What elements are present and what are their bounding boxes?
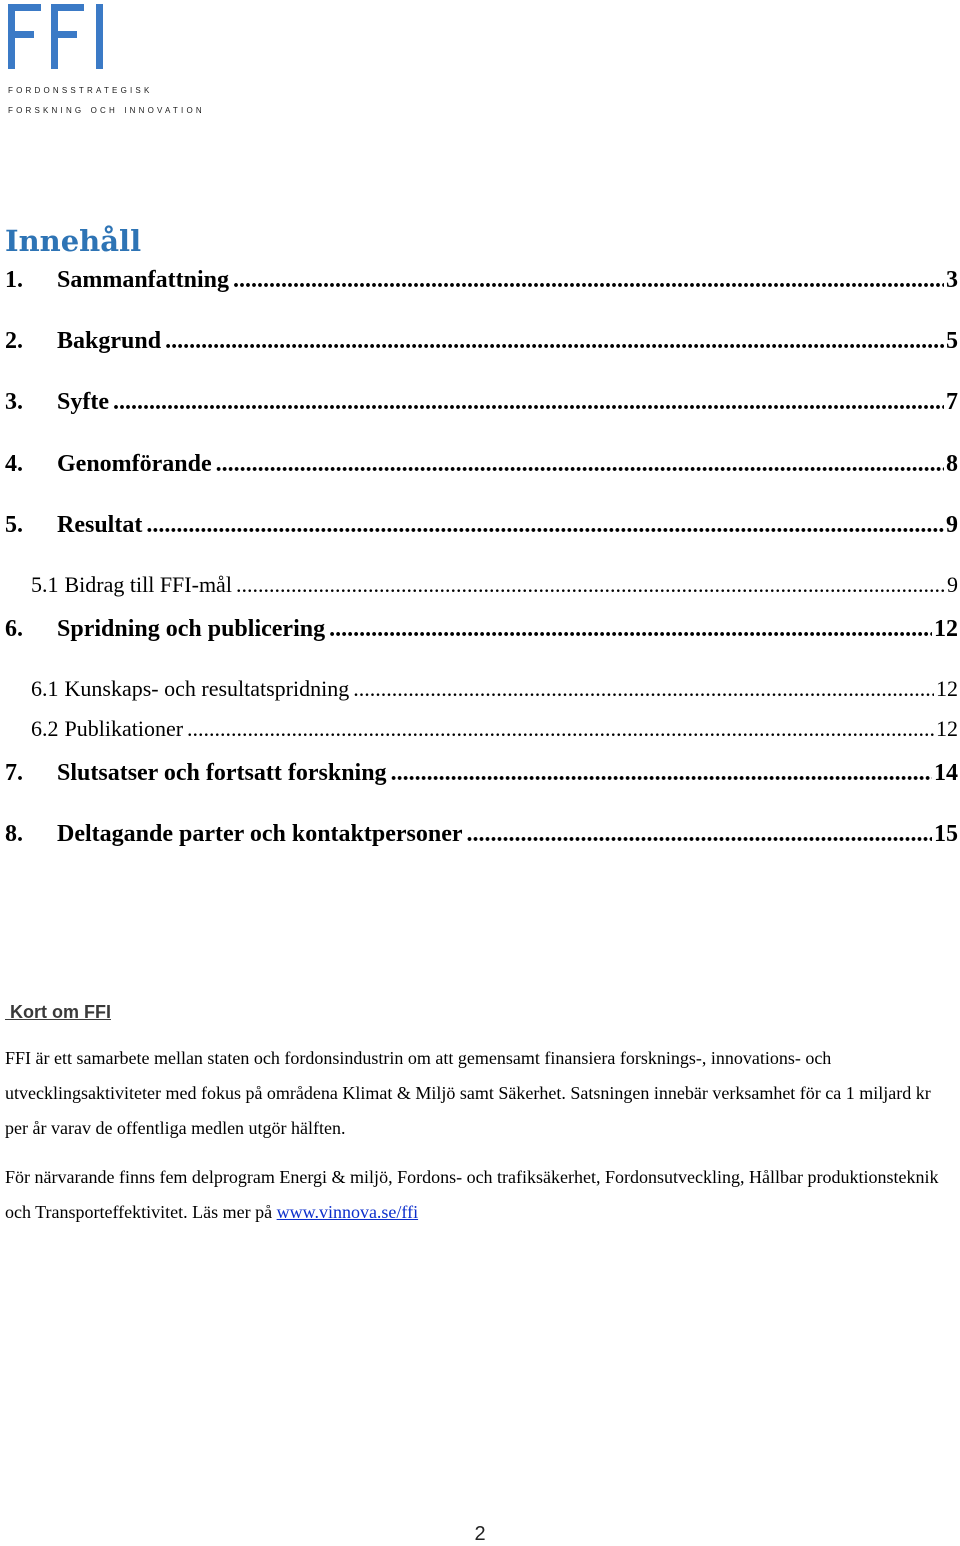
toc-entry-page: 3 bbox=[946, 267, 958, 293]
toc-entry-title: Spridning och publicering bbox=[57, 616, 326, 642]
toc-leader-dots bbox=[329, 616, 932, 643]
toc-leader-dots bbox=[146, 512, 944, 539]
info-paragraph-1: FFI är ett samarbete mellan staten och fordonsindustrin om att gemensamt finansiera forsknings-, innovations- och utvecklingsaktiviteter med fokus på områdena Klimat & Miljö samt Säkerhet. Satsningen innebär verksamhet för ca 1 miljard kr per år varav de offentliga medlen utgör hälften. bbox=[5, 1048, 931, 1138]
toc-entry-number: 5.1 bbox=[31, 572, 59, 597]
toc-entry-page: 14 bbox=[934, 760, 958, 786]
toc-leader-dots bbox=[353, 676, 934, 702]
toc-entry-number: 6. bbox=[5, 616, 23, 642]
toc-entry-title: Slutsatser och fortsatt forskning bbox=[57, 760, 387, 786]
toc-leader-dots bbox=[233, 267, 944, 294]
page-number: 2 bbox=[474, 1523, 486, 1545]
toc-entry-page: 9 bbox=[947, 572, 958, 597]
toc-entry-title: Bakgrund bbox=[57, 328, 162, 354]
toc-entry-title: Sammanfattning bbox=[57, 267, 230, 293]
toc-entry[interactable] bbox=[0, 267, 958, 294]
toc-entry-number: 8. bbox=[5, 821, 23, 847]
toc-leader-dots bbox=[236, 572, 945, 598]
toc-entry[interactable] bbox=[0, 512, 958, 539]
toc-entry-number: 2. bbox=[5, 328, 23, 354]
ffi-logo-mark bbox=[8, 4, 108, 74]
toc-leader-dots bbox=[467, 821, 932, 848]
toc-entry[interactable] bbox=[0, 760, 958, 787]
toc-entry-number: 4. bbox=[5, 451, 23, 477]
toc-leader-dots bbox=[391, 760, 932, 787]
toc-entry-page: 12 bbox=[936, 676, 958, 701]
toc-leader-dots bbox=[187, 716, 934, 742]
toc-entry-number: 6.2 bbox=[31, 716, 59, 741]
toc-entry[interactable] bbox=[0, 821, 958, 848]
toc-entry-page: 5 bbox=[946, 328, 958, 354]
toc-entry[interactable] bbox=[0, 716, 958, 742]
info-paragraph-2: För närvarande finns fem delprogram Energi & miljö, Fordons- och trafiksäkerhet, Fordonsutveckling, Hållbar produktionsteknik och Transporteffektivitet. Läs mer på www.vinnova.se/ffi bbox=[5, 1167, 939, 1222]
toc-entry-title: Resultat bbox=[57, 512, 143, 538]
toc-entry-page: 8 bbox=[946, 451, 958, 477]
toc-entry-title: Publikationer bbox=[64, 716, 184, 741]
toc-entry-page: 15 bbox=[934, 821, 958, 847]
toc-entry-title: Syfte bbox=[57, 389, 109, 415]
toc-entry[interactable] bbox=[0, 328, 958, 355]
vinnova-link[interactable]: www.vinnova.se/ffi bbox=[276, 1202, 419, 1222]
toc-entry-page: 9 bbox=[946, 512, 958, 538]
toc-entry-page: 12 bbox=[934, 616, 958, 642]
toc-entry-number: 1. bbox=[5, 267, 23, 293]
toc-entry-number: 7. bbox=[5, 760, 23, 786]
toc-entry-title: Bidrag till FFI-mål bbox=[64, 572, 232, 597]
toc-title: Innehåll bbox=[5, 224, 142, 258]
toc-entry-number: 6.1 bbox=[31, 676, 59, 701]
toc-entry-page: 12 bbox=[936, 716, 958, 741]
toc-entry-title: Genomförande bbox=[57, 451, 212, 477]
toc-leader-dots bbox=[216, 451, 944, 478]
toc-entry-number: 5. bbox=[5, 512, 23, 538]
toc-entry-page: 7 bbox=[946, 389, 958, 415]
logo-tagline-1: fordonsstrategisk bbox=[8, 84, 153, 96]
toc-entry-number: 3. bbox=[5, 389, 23, 415]
toc-entry[interactable] bbox=[0, 389, 958, 416]
toc-entry-title: Deltagande parter och kontaktpersoner bbox=[57, 821, 463, 847]
toc-leader-dots bbox=[113, 389, 944, 416]
toc-entry[interactable] bbox=[0, 451, 958, 478]
toc-entry[interactable] bbox=[0, 676, 958, 702]
logo-tagline-2: forskning och innovation bbox=[8, 104, 205, 116]
info-heading: Kort om FFI bbox=[5, 1002, 111, 1022]
ffi-logo bbox=[8, 4, 248, 124]
toc-leader-dots bbox=[165, 328, 944, 355]
toc-entry[interactable] bbox=[0, 616, 958, 643]
toc-entry[interactable] bbox=[0, 572, 958, 598]
toc-entry-title: Kunskaps- och resultatspridning bbox=[64, 676, 350, 701]
